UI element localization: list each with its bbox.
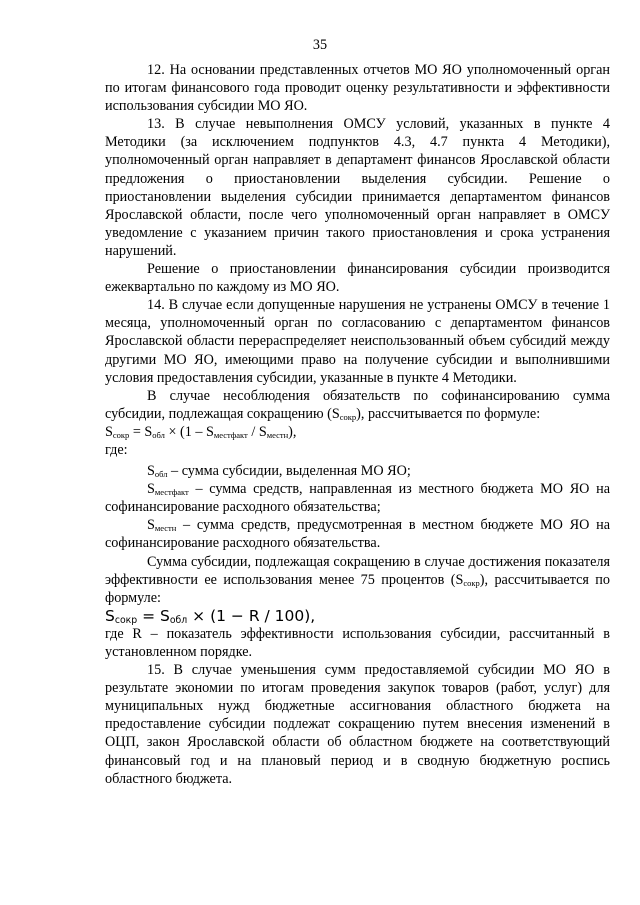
page-number: 35	[312, 37, 328, 53]
definition-s-obl: $S_{обл}$ – сумма субсидии, выделенная МО ЯО;	[147, 463, 411, 480]
definition-r: где R – показатель эффективности использования субсидии, рассчитанный в установленном порядке.	[105, 625, 610, 660]
formula-reduction-cofinancing: $S_{сокр} = S_{обл} \times (1 - S_{местфакт} / S_{местн})$,	[105, 423, 297, 440]
paragraph-14: 14. В случае если допущенные нарушения не устранены ОМСУ в течение 1 месяца, уполномоченный орган по согласованию с департаментом финансов Ярославской области перераспределяет неиспользованный объем субсидий между другими МО ЯО, имеющими право на получение субсидии и выполнившими условия предоставления субсидии, указанные в пункте 4 Методики.	[105, 297, 610, 386]
where-label: где:	[105, 441, 128, 458]
paragraph-efficiency-reduction: Сумма субсидии, подлежащая сокращению в случае достижения показателя эффективности ее использования менее 75 процентов $(S_{сокр})$, рассчитывается по формуле:	[105, 553, 610, 606]
formula-reduction-efficiency: $S_{сокр} = S_{обл} \times (1 - R / 100)$,	[105, 606, 316, 626]
paragraph-15: 15. В случае уменьшения сумм предоставляемой субсидии МО ЯО в результате экономии по итогам проведения закупок товаров (работ, услуг) для муниципальных нужд бюджетные ассигнования областного бюджета на предоставление субсидии подлежат сокращению путем внесения изменений в ОЦП, закон Ярославской области об областном бюджете на соответствующий финансовый год и на плановый период и в сводную бюджетную роспись областного бюджета.	[105, 662, 610, 787]
paragraph-13: 13. В случае невыполнения ОМСУ условий, указанных в пункте 4 Методики (за исключением подпунктов 4.3, 4.7 пункта 4 Методики), уполномоченный орган направляет в департамент финансов Ярославской области предложения о приостановлении выделения субсидии. Решение о приостановлении выделения субсидии принимается департаментом финансов Ярославской области, после чего уполномоченный орган направляет в ОМСУ уведомление с указанием причин такого приостановления и срока устранения нарушений.	[105, 116, 610, 259]
definition-s-mestn: $S_{местн}$ – сумма средств, предусмотренная в местном бюджете МО ЯО на софинансирование расходного обязательства.	[105, 517, 610, 552]
paragraph-12: 12. На основании представленных отчетов МО ЯО уполномоченный орган по итогам финансового года проводит оценку результативности и эффективности использования субсидии МО ЯО.	[105, 62, 610, 115]
definition-s-mestfakt: $S_{местфакт}$ – сумма средств, направленная из местного бюджета МО ЯО на софинансирование расходного обязательства;	[105, 481, 610, 516]
paragraph-14-cofinancing: В случае несоблюдения обязательств по софинансированию сумма субсидии, подлежащая сокращению $(S_{сокр})$, рассчитывается по формуле:	[105, 387, 610, 422]
document-body	[105, 61, 610, 788]
paragraph-13-decision: Решение о приостановлении финансирования субсидии производится ежеквартально по каждому из МО ЯО.	[105, 261, 610, 296]
